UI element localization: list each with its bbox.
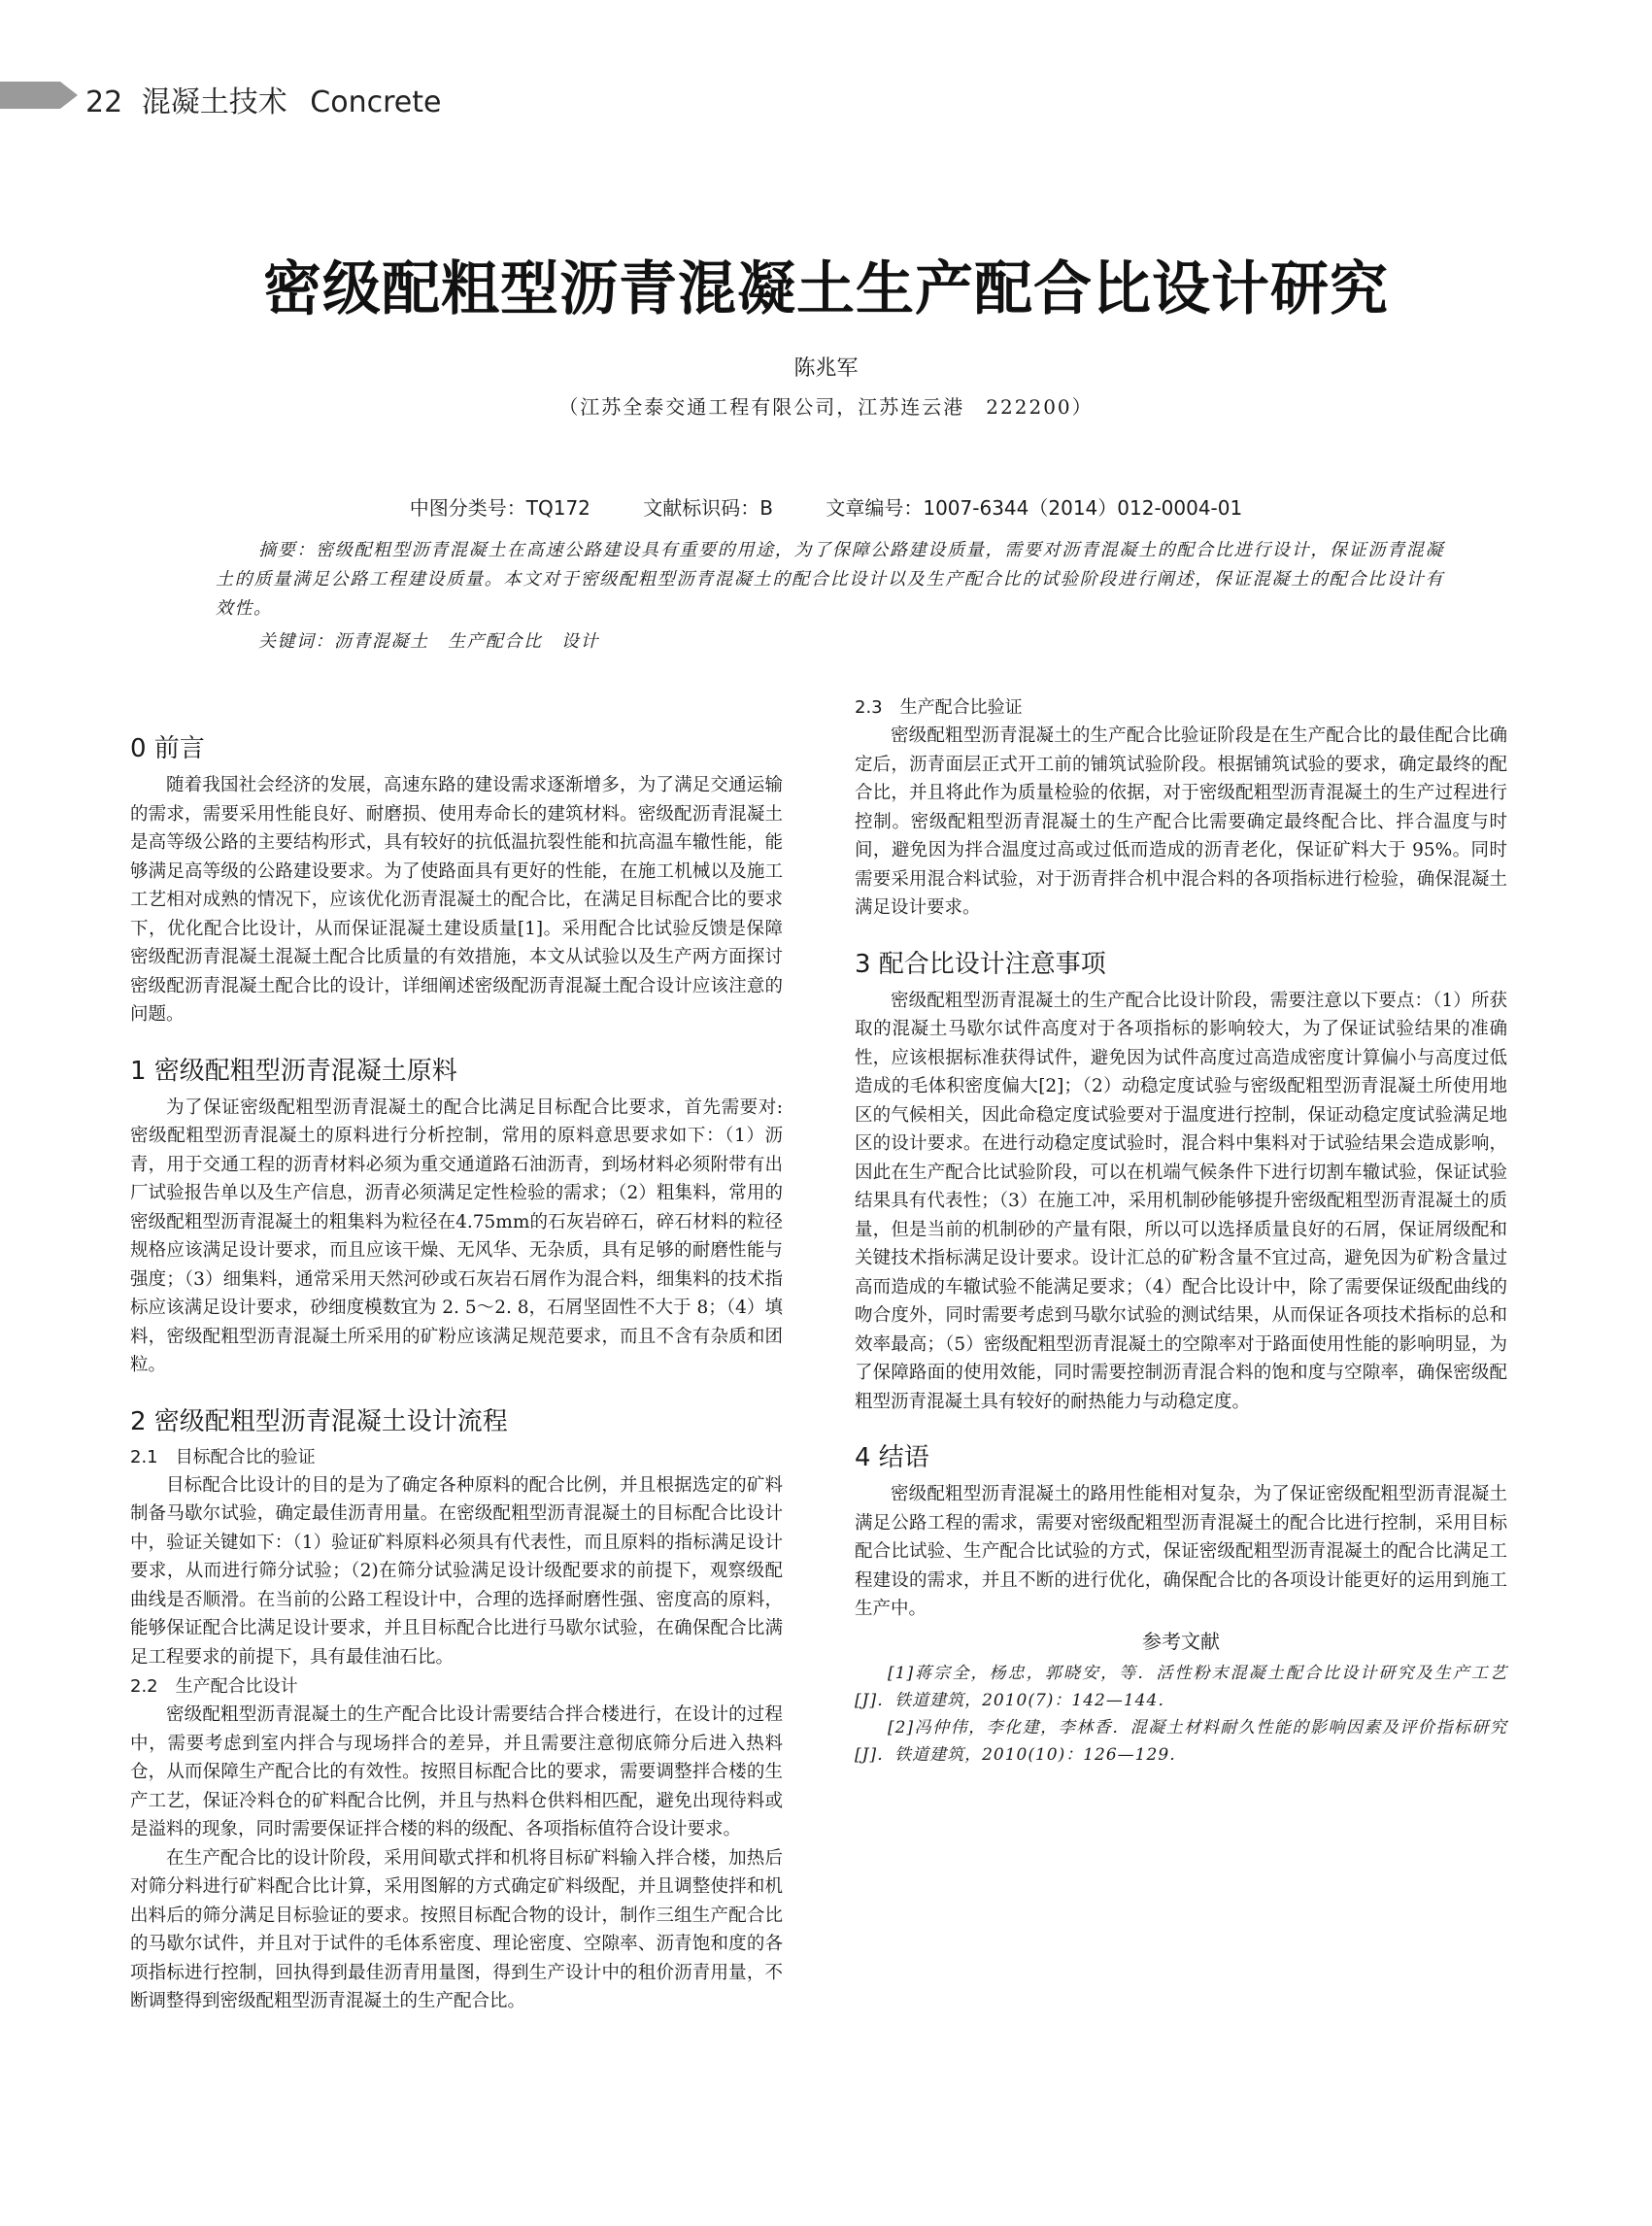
article-meta [0,492,1652,521]
article-number: 文章编号：1007-6344（2014）012-0004-01 [826,496,1243,520]
reference-item: [1]蒋宗全，杨忠，郭晓安，等．活性粉末混凝土配合比设计研究及生产工艺[J]．铁道建筑，2010(7)：142—144． [855,1664,1507,1710]
reference-item: [2]冯仲伟，李化建，李林香．混凝土材料耐久性能的影响因素及评价指标研究[J]．铁道建筑，2010(10)：126—129． [855,1718,1507,1765]
references-title: 参考文献 [1142,1629,1220,1653]
paragraph: 密级配粗型沥青混凝土的生产配合比设计需要结合拌合楼进行，在设计的过程中，需要考虑到室内拌合与现场拌合的差异，并且需要注意彻底筛分后进入热料仓，从而保障生产配合比的有效性。按照目标配合比的要求，需要调整拌合楼的生产工艺，保证冷料仓的矿料配合比例，并且与热料仓供料相匹配，避免出现待料或是溢料的现象，同时需要保证拌合楼的料的级配、各项指标值符合设计要求。 [130,1704,783,1839]
doc-code: 文献标识码：B [643,496,773,520]
paragraph: 密级配粗型沥青混凝土的路用性能相对复杂，为了保证密级配粗型沥青混凝土满足公路工程的需求，需要对密级配粗型沥青混凝土的配合比进行控制，采用目标配合比试验、生产配合比试验的方式，保证密级配粗型沥青混凝土的配合比满足工程建设的需求，并且不断的进行优化，确保配合比的各项设计能更好的运用到施工生产中。 [855,1484,1507,1619]
subsection-heading: 2.3 生产配合比验证 [855,697,1023,718]
keywords: 关键词：沥青混凝土 生产配合比 设计 [258,631,599,652]
running-header [85,78,441,120]
paragraph: 目标配合比设计的目的是为了确定各种原料的配合比例，并且根据选定的矿料制备马歇尔试验，确定最佳沥青用量。在密级配粗型沥青混凝土的目标配合比设计中，验证关键如下：（1）验证矿料原料必须具有代表性，而且原料的指标满足设计要求，从而进行筛分试验；（2)在筛分试验满足设计级配要求的前提下，观察级配曲线是否顺滑。在当前的公路工程设计中，合理的选择耐磨性强、密度高的原料，能够保证配合比满足设计要求，并且目标配合比进行马歇尔试验，在确保配合比满足工程要求的前提下，具有最佳油石比。 [130,1474,783,1668]
abstract-text: 摘要：密级配粗型沥青混凝土在高速公路建设具有重要的用途，为了保障公路建设质量，需要对沥青混凝土的配合比进行设计，保证沥青混凝土的质量满足公路工程建设质量。本文对于密级配粗型沥青混凝土的配合比设计以及生产配合比的试验阶段进行阐述，保证混凝土的配合比设计有效性。 [216,540,1444,619]
right-column [855,692,1507,1769]
section-heading: 1 密级配粗型沥青混凝土原料 [130,1056,457,1086]
section-heading: 0 前言 [130,734,205,763]
abstract [216,536,1444,657]
article-title: 密级配粗型沥青混凝土生产配合比设计研究 [263,255,1389,323]
author: 陈兆军 [793,356,859,381]
section-heading: 2 密级配粗型沥青混凝土设计流程 [130,1406,508,1436]
subsection-heading: 2.1 目标配合比的验证 [130,1446,316,1467]
clc-number: 中图分类号：TQ172 [409,496,590,520]
affiliation: （江苏全泰交通工程有限公司，江苏连云港 222200） [558,395,1094,419]
page-number: 22 [85,85,123,119]
section-heading: 3 配合比设计注意事项 [855,949,1106,979]
header-marker [0,82,60,109]
left-column [130,719,783,2016]
subsection-heading: 2.2 生产配合比设计 [130,1676,298,1697]
section-heading: 4 结语 [855,1443,929,1472]
paragraph: 为了保证密级配粗型沥青混凝土的配合比满足目标配合比要求，首先需要对:密级配粗型沥青混凝土的原料进行分析控制，常用的原料意思要求如下：（1）沥青，用于交通工程的沥青材料必须为重交通道路石油沥青，到场材料必须附带有出厂试验报告单以及生产信息，沥青必须满足定性检验的需求；（2）粗集料，常用的密级配粗型沥青混凝土的粗集料为粒径在4.75mm的石灰岩碎石，碎石材料的粒径规格应该满足设计要求，而且应该干燥、无风华、无杂质，具有足够的耐磨性能与强度；（3）细集料，通常采用天然河砂或石灰岩石屑作为混合料，细集料的技术指标应该满足设计要求，砂细度模数宜为 2. 5～2. 8，石屑坚固性不大于 8；（4）填料，密级配粗型沥青混凝土所采用的矿粉应该满足规范要求，而且不含有杂质和团粒。 [130,1096,783,1375]
paragraph: 密级配粗型沥青混凝土的生产配合比设计阶段，需要注意以下要点：（1）所获取的混凝土马歇尔试件高度对于各项指标的影响较大，为了保证试验结果的准确性，应该根据标准获得试件，避免因为试件高度过高造成密度计算偏小与高度过低造成的毛体积密度偏大[2]；（2）动稳定度试验与密级配粗型沥青混凝土所使用地区的气候相关，因此命稳定度试验要对于温度进行控制，保证动稳定度试验满足地区的设计要求。在进行动稳定度试验时，混合料中集料对于试验结果会造成影响，因此在生产配合比试验阶段，可以在机端气候条件下进行切割车辙试验，保证试验结果具有代表性；（3）在施工冲，采用机制砂能够提升密级配粗型沥青混凝土的质量，但是当前的机制砂的产量有限，所以可以选择质量良好的石屑，保证屑级配和关键技术指标满足设计要求。设计汇总的矿粉含量不宜过高，避免因为矿粉含量过高而造成的车辙试验不能满足要求；（4）配合比设计中，除了需要保证级配曲线的吻合度外，同时需要考虑到马歇尔试验的测试结果，从而保证各项技术指标的总和效率最高；（5）密级配粗型沥青混凝土的空隙率对于路面使用性能的影响明显，为了保障路面的使用效能，同时需要控制沥青混合料的饱和度与空隙率，确保密级配粗型沥青混凝土具有较好的耐热能力与动稳定度。 [855,990,1507,1412]
journal-name-cn: 混凝土技术 [141,85,287,119]
paragraph: 在生产配合比的设计阶段，采用间歇式拌和机将目标矿料输入拌合楼，加热后对筛分料进行矿料配合比计算，采用图解的方式确定矿料级配，并且调整使拌和机出料后的筛分满足目标验证的要求。按照目标配合物的设计，制作三组生产配合比的马歇尔试件，并且对于试件的毛体系密度、理论密度、空隙率、沥青饱和度的各项指标进行控制，回执得到最佳沥青用量图，得到生产设计中的租价沥青用量，不断调整得到密级配粗型沥青混凝土的生产配合比。 [130,1847,783,2011]
paragraph: 密级配粗型沥青混凝土的生产配合比验证阶段是在生产配合比的最佳配合比确定后，沥青面层正式开工前的铺筑试验阶段。根据铺筑试验的要求，确定最终的配合比，并且将此作为质量检验的依据，对于密级配粗型沥青混凝土的生产过程进行控制。密级配粗型沥青混凝土的生产配合比需要确定最终配合比、拌合温度与时间，避免因为拌合温度过高或过低而造成的沥青老化，保证矿料大于 95%。同时需要采用混合料试验，对于沥青拌合机中混合料的各项指标进行检验，确保混凝土满足设计要求。 [855,725,1507,918]
journal-name-en: Concrete [310,85,442,119]
paragraph: 随着我国社会经济的发展，高速东路的建设需求逐渐增多，为了满足交通运输的需求，需要采用性能良好、耐磨损、使用寿命长的建筑材料。密级配沥青混凝土是高等级公路的主要结构形式，具有较好的抗低温抗裂性能和抗高温车辙性能，能够满足高等级的公路建设要求。为了使路面具有更好的性能，在施工机械以及施工工艺相对成熟的情况下，应该优化沥青混凝土的配合比，在满足目标配合比的要求下，优化配合比设计，从而保证混凝土建设质量[1]。采用配合比试验反馈是保障密级配沥青混凝土混凝土配合比质量的有效措施，本文从试验以及生产两方面探讨密级配沥青混凝土配合比的设计，详细阐述密级配沥青混凝土配合设计应该注意的问题。 [130,775,783,1025]
